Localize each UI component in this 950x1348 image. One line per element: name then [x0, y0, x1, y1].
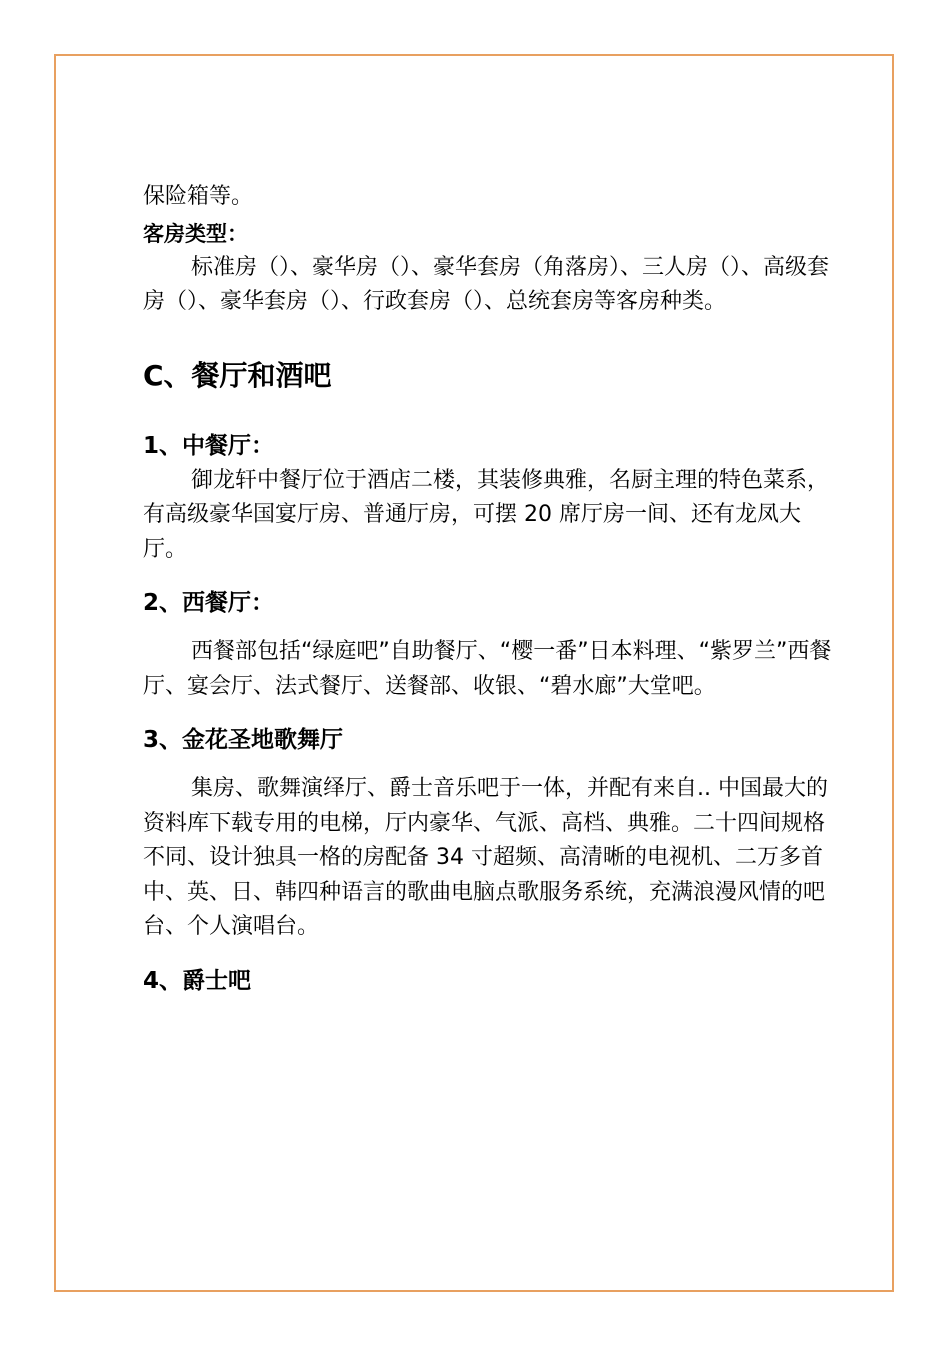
- item-paragraph-western-restaurant: 西餐部包括“绿庭吧”自助餐厅、“樱一番”日本料理、“紫罗兰”西餐厅、宴会厅、法式餐厅、送餐部、收银、“碧水廊”大堂吧。: [143, 639, 832, 699]
- room-types-paragraph: 标准房（）、豪华房（）、豪华套房（角落房）、三人房（）、高级套房（）、豪华套房（）、行政套房（）、总统套房等客房种类。: [143, 254, 830, 314]
- document-body: [143, 180, 843, 999]
- item-paragraph-chinese-restaurant: 御龙轩中餐厅位于酒店二楼，其装修典雅，名厨主理的特色菜系，有高级豪华国宴厅房、普通厅房，可摆 20 席厅房一间、还有龙凤大厅。: [143, 467, 830, 562]
- item-heading-western-restaurant: 2、西餐厅：: [143, 590, 275, 616]
- room-types-heading: 客房类型：: [143, 221, 248, 246]
- item-heading-ballroom: 3、金花圣地歌舞厅: [143, 727, 344, 753]
- item-paragraph-ballroom: 集房、歌舞演绎厅、爵士音乐吧于一体，并配有来自.. 中国最大的资料库下载专用的电梯，厅内豪华、气派、高档、典雅。二十四间规格不同、设计独具一格的房配备 34 寸超频、高清晰的电视机、二万多首中、英、日、韩四种语言的歌曲电脑点歌服务系统，充满浪漫风情的吧台、个人演唱台。: [143, 776, 828, 939]
- item-heading-chinese-restaurant: 1、中餐厅：: [143, 432, 275, 459]
- section-title: C、餐厅和酒吧: [143, 358, 332, 392]
- item-heading-jazz-bar: 4、爵士吧: [143, 967, 252, 994]
- intro-text: 保险箱等。: [143, 184, 254, 209]
